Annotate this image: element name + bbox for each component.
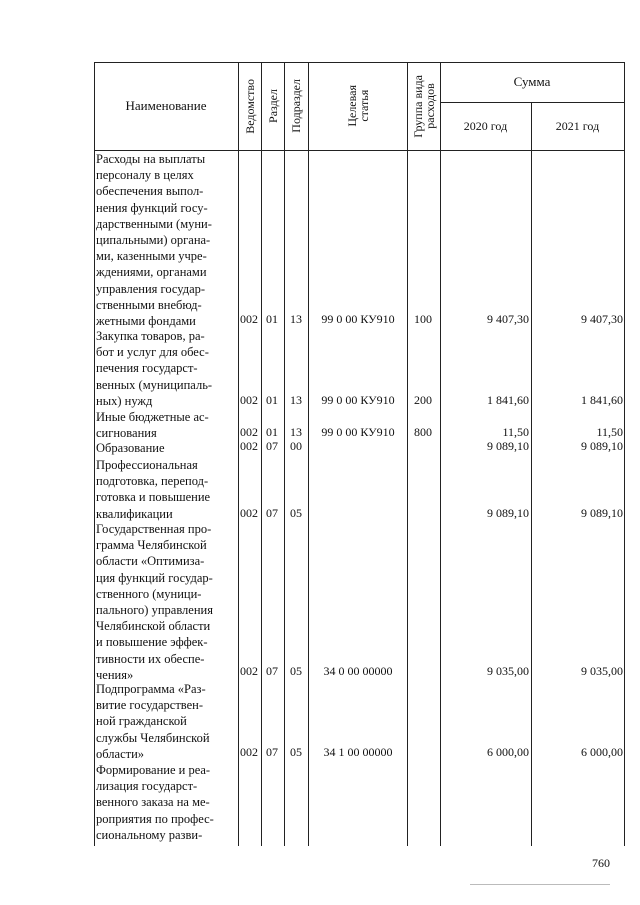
row-sum-2021: 9 035,00 <box>581 664 623 678</box>
row-gruppa: 800 <box>414 425 432 439</box>
row-razdel: 01 <box>266 393 278 407</box>
row-name: Расходы на выплаты персоналу в целях обеспечения выпол- нения функций госу- дарственными (муни- ципальными) органа- ми, казенными учре- ждениями, органами управления государ- ственными внебюд- жетными фондами <box>96 152 212 329</box>
row-gruppa: 100 <box>414 312 432 326</box>
row-name: Профессиональная подготовка, перепод- готовка и повышение квалификации <box>96 458 211 521</box>
row-razdel: 01 <box>266 312 278 326</box>
col-divider-raz <box>261 62 262 846</box>
col-divider-year <box>531 102 532 846</box>
row-celevaya: 34 0 00 00000 <box>323 664 393 678</box>
row-vedomstvo: 002 <box>240 745 258 759</box>
row-sum-2021: 6 000,00 <box>581 745 623 759</box>
row-celevaya: 99 0 00 КУ910 <box>321 393 395 407</box>
col-divider-ved <box>238 62 239 846</box>
row-razdel: 07 <box>266 439 278 453</box>
header-gruppa: Группа вида расходов <box>410 74 437 138</box>
row-razdel: 07 <box>266 506 278 520</box>
row-podrazdel: 13 <box>290 393 302 407</box>
table-left-border <box>94 62 95 846</box>
row-name: Закупка товаров, ра- бот и услуг для обес- печения государст- венных (муниципаль- ных) нужд <box>96 329 213 408</box>
row-podrazdel: 05 <box>290 745 302 759</box>
row-sum-2020: 11,50 <box>502 425 529 439</box>
row-celevaya: 99 0 00 КУ910 <box>321 312 395 326</box>
row-celevaya: 34 1 00 00000 <box>323 745 393 759</box>
row-vedomstvo: 002 <box>240 506 258 520</box>
row-name: Государственная про- грамма Челябинской области «Оптимиза- ция функций государ- ственного (муници- пального) управления Челябинской области и повышение эффек- тивности их обеспе- чения» <box>96 522 213 682</box>
scan-edge-line <box>470 884 610 885</box>
row-gruppa: 200 <box>414 393 432 407</box>
row-razdel: 07 <box>266 745 278 759</box>
row-vedomstvo: 002 <box>240 312 258 326</box>
header-year-2020: 2020 год <box>463 118 508 133</box>
page-number: 760 <box>592 856 610 870</box>
row-sum-2020: 6 000,00 <box>487 745 529 759</box>
row-sum-2021: 9 407,30 <box>581 312 623 326</box>
row-name: Иные бюджетные ас- сигнования <box>96 410 209 441</box>
header-celevaya: Целевая статья <box>344 85 371 127</box>
row-razdel: 01 <box>266 425 278 439</box>
header-razdel: Раздел <box>265 89 280 123</box>
row-podrazdel: 05 <box>290 506 302 520</box>
header-summa: Сумма <box>513 74 551 89</box>
header-podrazdel: Подраздел <box>289 79 303 133</box>
col-divider-sum <box>440 62 441 846</box>
row-podrazdel: 13 <box>290 425 302 439</box>
col-divider-pod <box>284 62 285 846</box>
col-divider-cel <box>308 62 309 846</box>
row-sum-2021: 9 089,10 <box>581 506 623 520</box>
header-year-2021: 2021 год <box>555 118 600 133</box>
row-sum-2020: 1 841,60 <box>487 393 529 407</box>
row-sum-2020: 9 407,30 <box>487 312 529 326</box>
col-divider-grp <box>407 62 408 846</box>
row-vedomstvo: 002 <box>240 439 258 453</box>
row-name: Подпрограмма «Раз- витие государствен- ной гражданской службы Челябинской области» <box>96 682 210 761</box>
header-vedomstvo: Ведомство <box>242 78 257 134</box>
row-name: Формирование и реа- лизация государст- венного заказа на ме- роприятия по профес- сиональному разви- <box>96 763 214 842</box>
row-sum-2021: 9 089,10 <box>581 439 623 453</box>
row-sum-2020: 9 035,00 <box>487 664 529 678</box>
row-podrazdel: 13 <box>290 312 302 326</box>
row-sum-2021: 11,50 <box>596 425 623 439</box>
header-name: Наименование <box>125 98 207 113</box>
row-vedomstvo: 002 <box>240 664 258 678</box>
table-right-border <box>624 62 625 846</box>
row-podrazdel: 00 <box>290 439 302 453</box>
row-sum-2020: 9 089,10 <box>487 506 529 520</box>
row-celevaya: 99 0 00 КУ910 <box>321 425 395 439</box>
row-vedomstvo: 002 <box>240 393 258 407</box>
row-sum-2020: 9 089,10 <box>487 439 529 453</box>
row-razdel: 07 <box>266 664 278 678</box>
row-name: Образование <box>96 441 165 455</box>
row-sum-2021: 1 841,60 <box>581 393 623 407</box>
row-podrazdel: 05 <box>290 664 302 678</box>
row-vedomstvo: 002 <box>240 425 258 439</box>
